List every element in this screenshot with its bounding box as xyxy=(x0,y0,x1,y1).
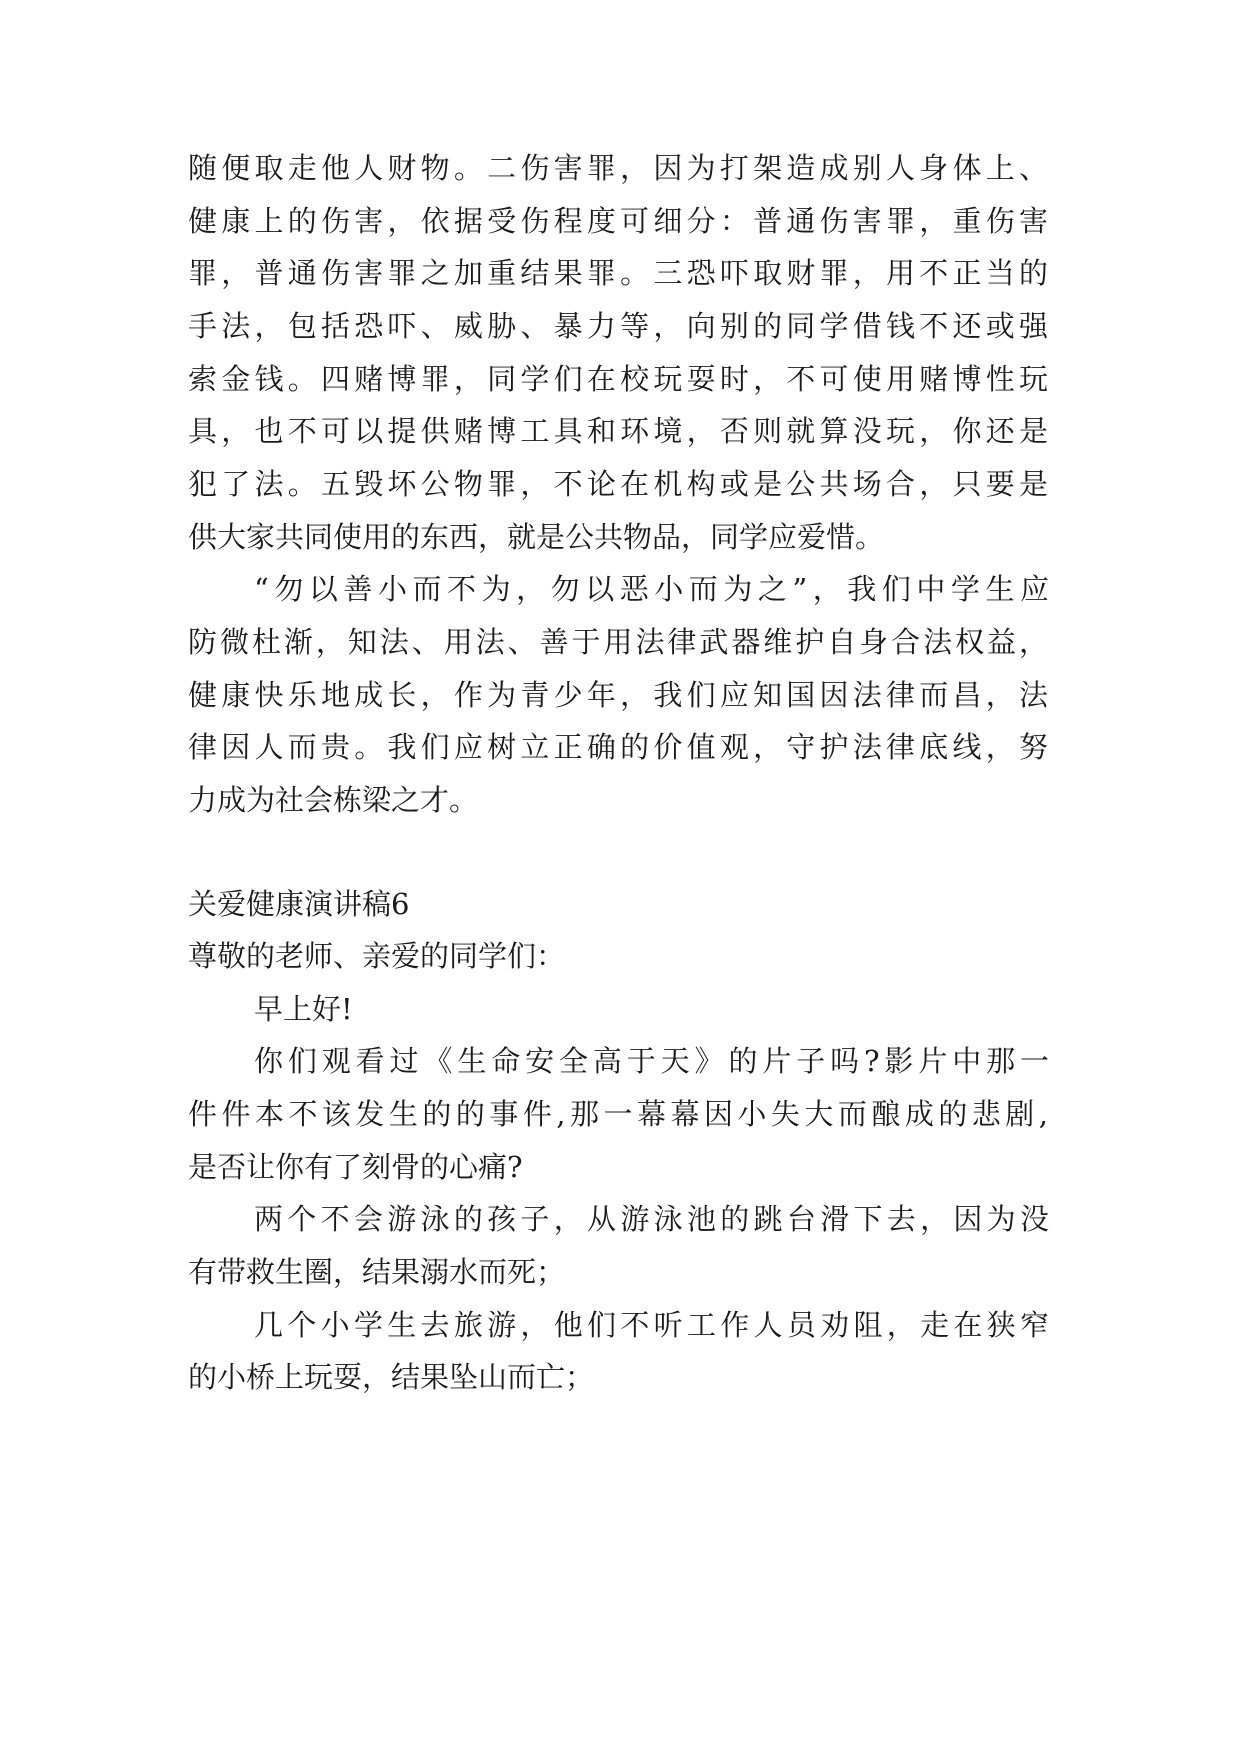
paragraph-line: 具，也不可以提供赌博工具和环境，否则就算没玩，你还是 xyxy=(188,414,1048,448)
salutation: 尊敬的老师、亲爱的同学们： xyxy=(188,939,566,973)
paragraph-line: 健康快乐地成长，作为青少年，我们应知国因法律而昌，法 xyxy=(188,678,1048,712)
paragraph-line: 供大家共同使用的东西，就是公共物品，同学应爱惜。 xyxy=(188,520,885,554)
paragraph-line: 索金钱。四赌博罪，同学们在校玩耍时，不可使用赌博性玩 xyxy=(188,362,1048,396)
paragraph-line: 你们观看过《生命安全高于天》的片子吗?影片中那一 xyxy=(254,1044,1049,1078)
paragraph-line: 防微杜渐，知法、用法、善于用法律武器维护自身合法权益， xyxy=(188,625,1048,659)
paragraph-line: 力成为社会栋梁之才。 xyxy=(188,783,479,817)
greeting: 早上好! xyxy=(254,992,353,1026)
paragraph-line: 两个不会游泳的孩子，从游泳池的跳台滑下去，因为没 xyxy=(254,1202,1049,1236)
paragraph-line: 几个小学生去旅游，他们不听工作人员劝阻，走在狭窄 xyxy=(254,1308,1049,1342)
paragraph-line: 有带救生圈，结果溺水而死； xyxy=(188,1255,566,1289)
section-title: 关爱健康演讲稿6 xyxy=(188,887,410,921)
paragraph-line: 是否让你有了刻骨的心痛? xyxy=(188,1150,523,1184)
paragraph-line: 罪，普通伤害罪之加重结果罪。三恐吓取财罪，用不正当的 xyxy=(188,256,1048,290)
paragraph-line: 件件本不该发生的的事件,那一幕幕因小失大而酿成的悲剧, xyxy=(188,1097,1048,1131)
paragraph-line: 随便取走他人财物。二伤害罪，因为打架造成别人身体上、 xyxy=(188,151,1048,185)
paragraph-line: 健康上的伤害，依据受伤程度可细分：普通伤害罪，重伤害 xyxy=(188,204,1048,238)
paragraph-line: 律因人而贵。我们应树立正确的价值观，守护法律底线，努 xyxy=(188,730,1048,764)
paragraph-line: 手法，包括恐吓、威胁、暴力等，向别的同学借钱不还或强 xyxy=(188,309,1048,343)
paragraph-line: 的小桥上玩耍，结果坠山而亡； xyxy=(188,1360,595,1394)
paragraph-line: “勿以善小而不为，勿以恶小而为之”，我们中学生应 xyxy=(254,572,1049,606)
paragraph-line: 犯了法。五毁坏公物罪，不论在机构或是公共场合，只要是 xyxy=(188,467,1048,501)
